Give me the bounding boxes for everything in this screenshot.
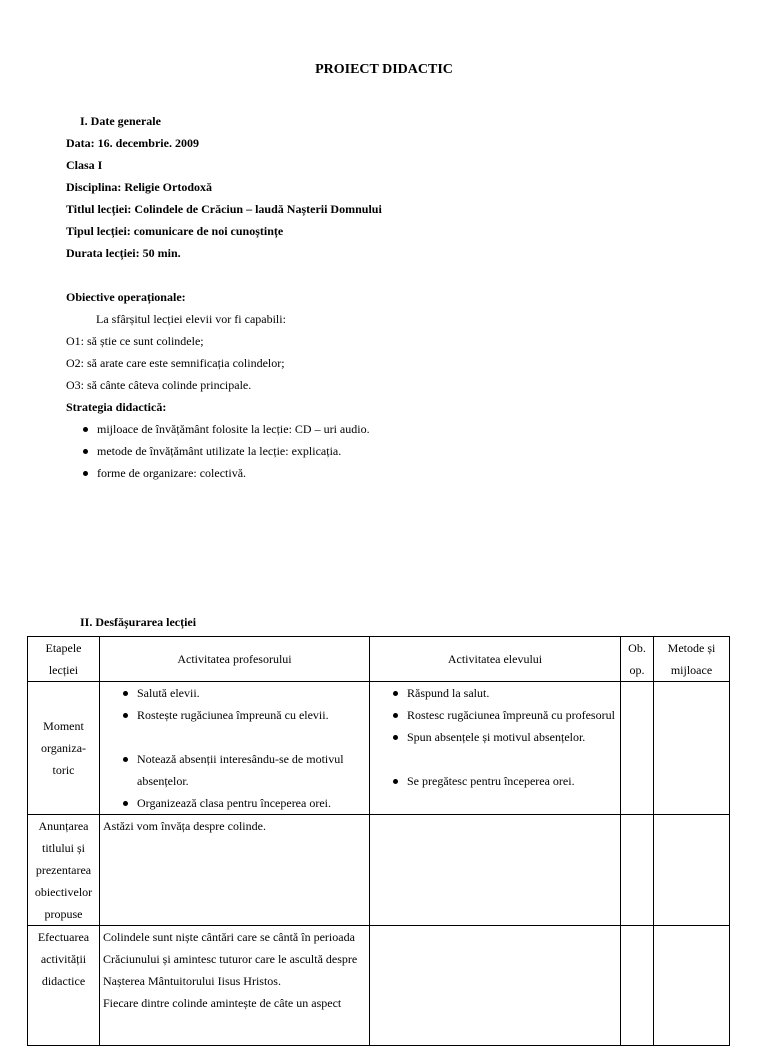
list-item: Notează absenții interesându-se de motivul absențelor. bbox=[103, 748, 366, 792]
teacher-activity-list bbox=[103, 682, 366, 814]
strategy-item: metode de învățământ utilizate la lecție: explicația. bbox=[66, 440, 746, 462]
lesson-date: Data: 16. decembrie. 2009 bbox=[66, 136, 199, 150]
stage-cell: Moment organiza-toric bbox=[28, 682, 100, 815]
teacher-cell bbox=[100, 926, 370, 1046]
list-item: Rostește rugăciunea împreună cu elevii. bbox=[103, 704, 366, 726]
section2-heading: II. Desfășurarea lecției bbox=[80, 615, 197, 629]
teacher-cell: Astăzi vom învăța despre colinde. bbox=[100, 815, 370, 926]
ob-cell bbox=[621, 926, 654, 1046]
table-row bbox=[28, 815, 730, 926]
header-teacher: Activitatea profesorului bbox=[100, 637, 370, 682]
lesson-table bbox=[27, 636, 730, 1046]
ob-cell bbox=[621, 682, 654, 815]
student-cell bbox=[370, 815, 621, 926]
teacher-paragraph: Fiecare dintre colinde amintește de câte un aspect bbox=[103, 996, 342, 1010]
header-methods: Metode și mijloace bbox=[654, 637, 730, 682]
teacher-cell bbox=[100, 682, 370, 815]
table-row bbox=[28, 682, 730, 815]
lesson-type: Tipul lecției: comunicare de noi cunoștințe bbox=[66, 224, 284, 238]
lesson-duration: Durata lecției: 50 min. bbox=[66, 246, 181, 260]
strategy-item: forme de organizare: colectivă. bbox=[66, 462, 746, 484]
student-cell bbox=[370, 926, 621, 1046]
objectives-heading: Obiective operaționale: bbox=[66, 290, 186, 304]
stage-cell: Anunțarea titlului și prezentarea obiectivelor propuse bbox=[28, 815, 100, 926]
strategy-list bbox=[66, 418, 746, 484]
list-item: Răspund la salut. bbox=[373, 682, 617, 704]
list-item: Rostesc rugăciunea împreună cu profesorul bbox=[373, 704, 617, 726]
methods-cell bbox=[654, 815, 730, 926]
general-heading: I. Date generale bbox=[80, 114, 161, 128]
table-header-row bbox=[28, 637, 730, 682]
objective-item: O2: să arate care este semnificația colindelor; bbox=[66, 356, 285, 370]
stage-label: Efectuarea activității didactice bbox=[37, 930, 90, 988]
lesson-title: Titlul lecției: Colindele de Crăciun – laudă Nașterii Domnului bbox=[66, 202, 382, 216]
methods-cell bbox=[654, 926, 730, 1046]
objective-item: O3: să cânte câteva colinde principale. bbox=[66, 378, 252, 392]
student-activity-list bbox=[373, 682, 617, 792]
objective-item: O1: să știe ce sunt colindele; bbox=[66, 334, 204, 348]
list-item: Organizează clasa pentru începerea orei. bbox=[103, 792, 366, 814]
methods-cell bbox=[654, 682, 730, 815]
list-item: Salută elevii. bbox=[103, 682, 366, 704]
header-student: Activitatea elevului bbox=[370, 637, 621, 682]
strategy-heading: Strategia didactică: bbox=[66, 400, 167, 414]
teacher-paragraph: Colindele sunt niște cântări care se cântă în perioada Crăciunului și amintesc tuturor care le ascultă despre Nașterea Mântuitorului Iisus Hristos. bbox=[103, 930, 358, 988]
list-item: Se pregătesc pentru începerea orei. bbox=[373, 770, 617, 792]
document-title: PROIECT DIDACTIC bbox=[315, 62, 453, 77]
strategy-item: mijloace de învățământ folosite la lecție: CD – uri audio. bbox=[66, 418, 746, 440]
header-stage: Etapele lecției bbox=[28, 637, 100, 682]
lesson-discipline: Disciplina: Religie Ortodoxă bbox=[66, 180, 212, 194]
header-ob: Ob. op. bbox=[621, 637, 654, 682]
list-item: Spun absențele și motivul absențelor. bbox=[373, 726, 617, 748]
general-data-section bbox=[66, 110, 746, 264]
stage-cell bbox=[28, 926, 100, 1046]
objectives-intro: La sfârșitul lecției elevii vor fi capabili: bbox=[96, 312, 286, 326]
lesson-class: Clasa I bbox=[66, 158, 103, 172]
ob-cell bbox=[621, 815, 654, 926]
table-row bbox=[28, 926, 730, 1046]
student-cell bbox=[370, 682, 621, 815]
objectives-section bbox=[66, 286, 746, 484]
